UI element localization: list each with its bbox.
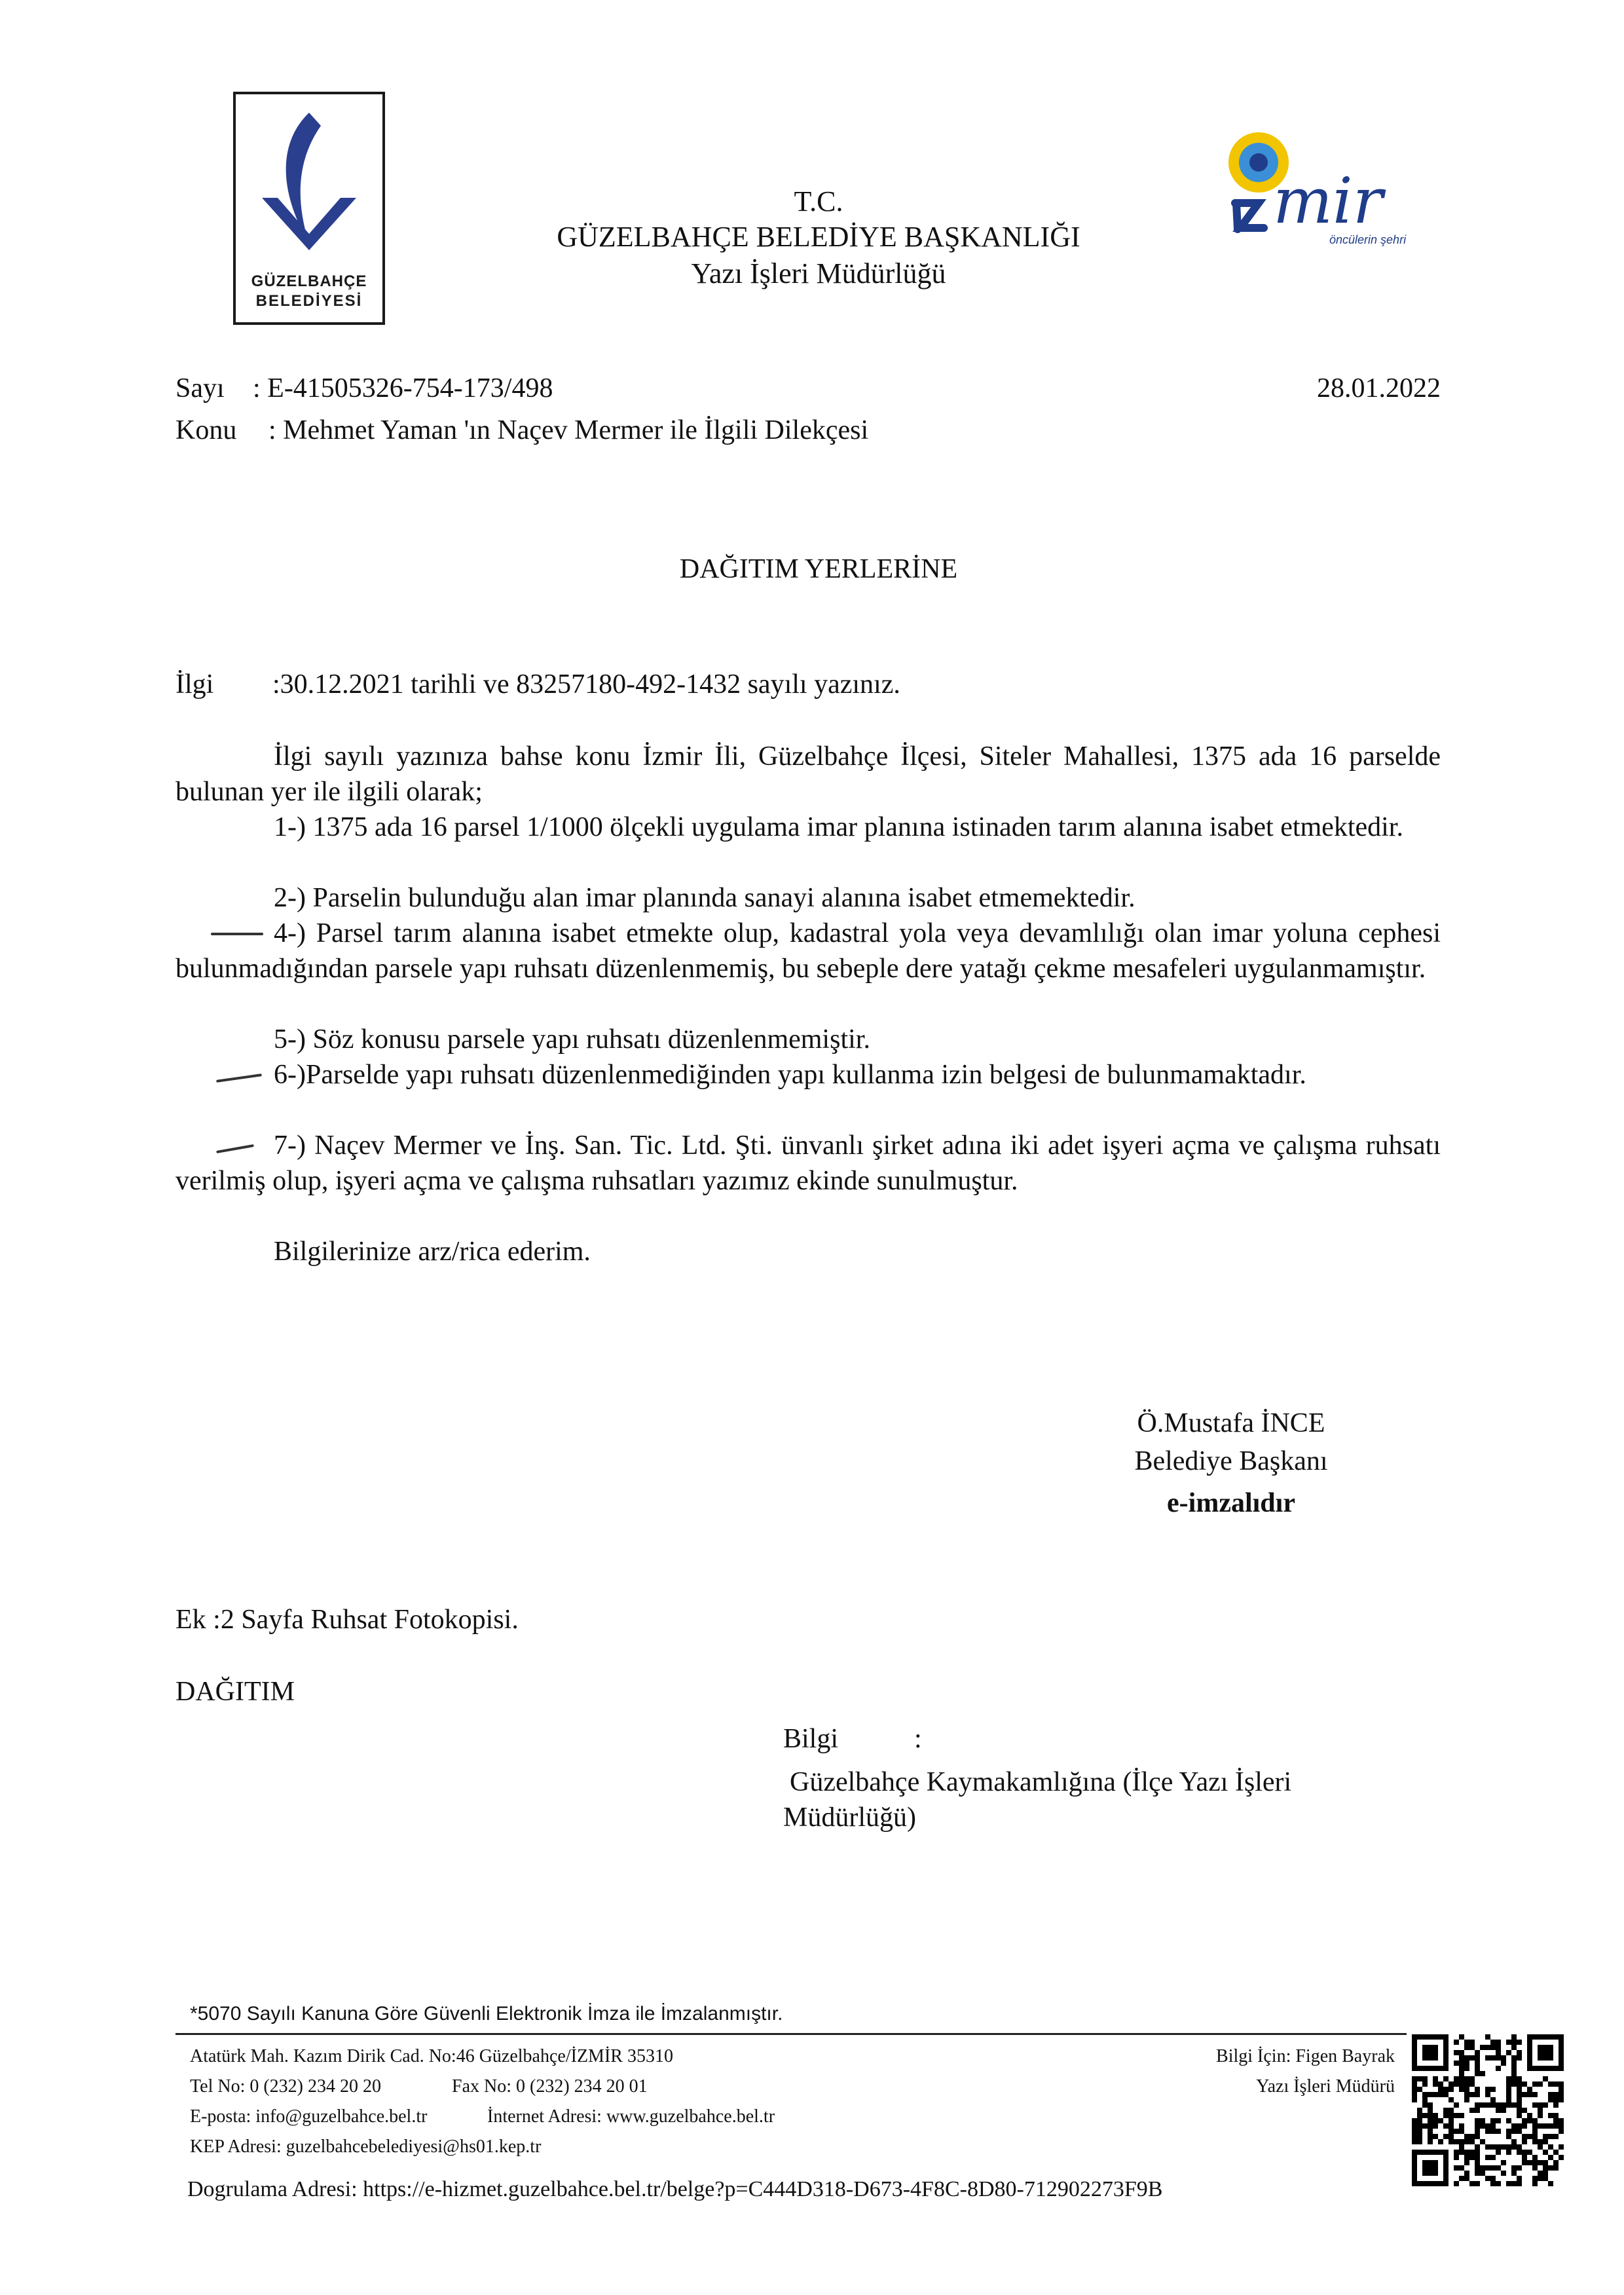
esign-law-note: *5070 Sayılı Kanuna Göre Güvenli Elektronik İmza ile İmzalanmıştır.	[190, 2003, 783, 2024]
municipality-logo-text-2: BELEDİYESİ	[255, 292, 363, 310]
konu-label: Konu	[175, 415, 237, 445]
header-department: Yazı İşleri Müdürlüğü	[691, 257, 946, 289]
signatory-name: Ö.Mustafa İNCE	[1137, 1408, 1325, 1438]
paragraph-item-7: 7-) Naçev Mermer ve İnş. San. Tic. Ltd. Şti. ünvanlı şirket adına iki adet işyeri açma ve çalışma ruhsatı verilmiş olup, işyeri açma ve çalışma ruhsatları yazımız ekinde sunulmuştur.	[175, 1130, 1441, 1196]
paragraph-closing: Bilgilerinize arz/rica ederim.	[274, 1237, 591, 1267]
footer-web: İnternet Adresi: www.guzelbahce.bel.tr	[487, 2106, 775, 2127]
esign-note: e-imzalıdır	[1167, 1488, 1295, 1518]
recipient-heading: DAĞITIM YERLERİNE	[679, 554, 958, 584]
verification-url: Dogrulama Adresi: https://e-hizmet.guzelbahce.bel.tr/belge?p=C444D318-D673-4F8C-8D80-712902273F9B	[187, 2177, 1163, 2201]
document-date: 28.01.2022	[1317, 373, 1441, 403]
konu-value: : Mehmet Yaman 'ın Naçev Mermer ile İlgili Dilekçesi	[268, 415, 869, 445]
ilgi-label: İlgi	[175, 669, 214, 700]
footer-contact-name: Bilgi İçin: Figen Bayrak	[1216, 2046, 1395, 2066]
svg-text:mir: mir	[1273, 164, 1383, 238]
paragraph-item-1: 1-) 1375 ada 16 parsel 1/1000 ölçekli uygulama imar planına istinaden tarım alanına isabet etmektedir.	[274, 812, 1403, 842]
qr-code-image	[1412, 2034, 1564, 2186]
signatory-title: Belediye Başkanı	[1134, 1446, 1328, 1476]
distribution-heading: DAĞITIM	[175, 1677, 295, 1707]
municipality-logo-text-1: GÜZELBAHÇE	[251, 272, 367, 290]
municipality-logo	[233, 92, 385, 325]
bilgi-label: Bilgi	[783, 1724, 839, 1754]
footer-fax: Fax No: 0 (232) 234 20 01	[452, 2076, 648, 2097]
bilgi-recipient-line-2: Müdürlüğü)	[783, 1802, 916, 1833]
header-institution: GÜZELBAHÇE BELEDİYE BAŞKANLIĞI	[557, 221, 1080, 253]
footer-divider	[175, 2033, 1407, 2035]
sayi-value: : E-41505326-754-173/498	[253, 373, 553, 403]
sayi-label: Sayı	[175, 373, 225, 403]
attachment-note: Ek :2 Sayfa Ruhsat Fotokopisi.	[175, 1605, 519, 1635]
paragraph-item-2: 2-) Parselin bulunduğu alan imar planında sanayi alanına isabet etmemektedir.	[274, 883, 1135, 913]
izmir-logo	[1218, 124, 1441, 262]
paragraph-item-4: 4-) Parsel tarım alanına isabet etmekte olup, kadastral yola veya devamlılığı olan imar yoluna cephesi bulunmadığından parsele yapı ruhsatı düzenlenmemiş, bu sebeple dere yatağı çekme mesafeleri uygulanmamıştır.	[175, 918, 1441, 984]
municipality-logo-emblem	[236, 100, 382, 270]
footer-kep: KEP Adresi: guzelbahcebelediyesi@hs01.kep.tr	[190, 2136, 542, 2157]
paragraph-item-6: 6-)Parselde yapı ruhsatı düzenlenmediğinden yapı kullanma izin belgesi de bulunmamaktadır.	[274, 1060, 1306, 1090]
paragraph-item-5: 5-) Söz konusu parsele yapı ruhsatı düzenlenmemiştir.	[274, 1024, 870, 1054]
bilgi-recipient-line-1: Güzelbahçe Kaymakamlığına (İlçe Yazı İşleri	[790, 1767, 1292, 1797]
qr-code	[1412, 2034, 1564, 2186]
footer-address: Atatürk Mah. Kazım Dirik Cad. No:46 Güzelbahçe/İZMİR 35310	[190, 2046, 673, 2066]
footer-contact-title: Yazı İşleri Müdürü	[1256, 2076, 1395, 2097]
header-tc: T.C.	[794, 185, 843, 217]
ilgi-value: :30.12.2021 tarihli ve 83257180-492-1432 sayılı yazınız.	[272, 669, 900, 700]
footer-email: E-posta: info@guzelbahce.bel.tr	[190, 2106, 428, 2127]
izmir-logo-slogan: öncülerin şehri	[1329, 233, 1407, 246]
footer-tel: Tel No: 0 (232) 234 20 20	[190, 2076, 382, 2097]
bilgi-colon: :	[914, 1724, 922, 1754]
paragraph-intro: İlgi sayılı yazınıza bahse konu İzmir İli, Güzelbahçe İlçesi, Siteler Mahallesi, 1375 ada 16 parselde bulunan yer ile ilgili olarak;	[175, 741, 1441, 807]
